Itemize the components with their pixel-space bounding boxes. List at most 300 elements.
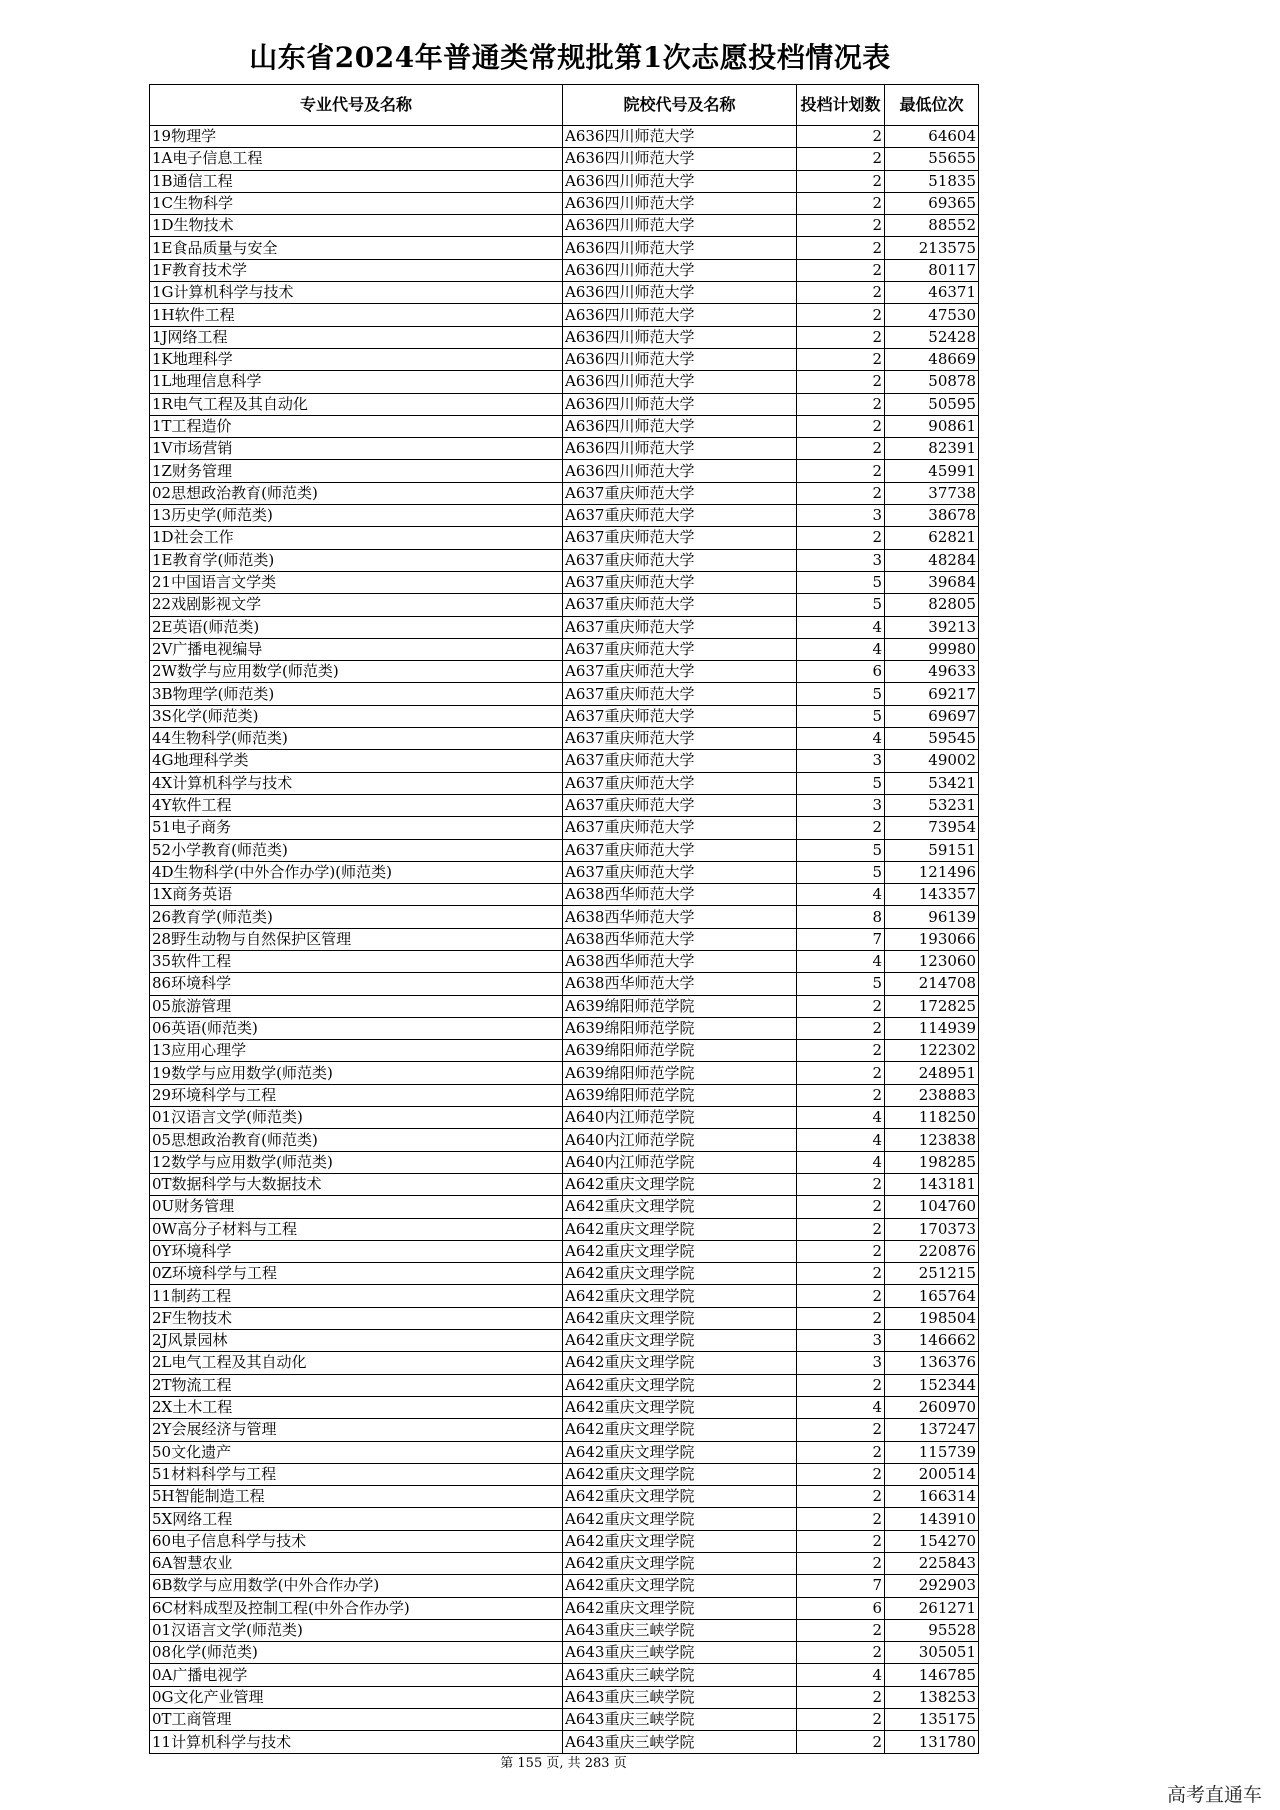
cell-school: A637重庆师范大学 [563, 638, 797, 660]
cell-plan: 2 [797, 1084, 885, 1106]
cell-major: 5X网络工程 [150, 1508, 563, 1530]
cell-plan: 5 [797, 772, 885, 794]
cell-plan: 2 [797, 371, 885, 393]
cell-plan: 6 [797, 1597, 885, 1619]
cell-major: 1X商务英语 [150, 884, 563, 906]
table-row [150, 794, 979, 816]
cell-plan: 3 [797, 1330, 885, 1352]
cell-major: 1J网络工程 [150, 326, 563, 348]
cell-plan: 2 [797, 1508, 885, 1530]
cell-major: 2V广播电视编导 [150, 638, 563, 660]
cell-min-rank: 292903 [885, 1575, 979, 1597]
cell-school: A637重庆师范大学 [563, 527, 797, 549]
table-row [150, 661, 979, 683]
cell-major: 1C生物科学 [150, 192, 563, 214]
cell-plan: 2 [797, 1731, 885, 1753]
cell-plan: 4 [797, 1664, 885, 1686]
cell-min-rank: 260970 [885, 1396, 979, 1418]
table-row [150, 1597, 979, 1619]
table-row [150, 1642, 979, 1664]
cell-min-rank: 45991 [885, 460, 979, 482]
cell-plan: 2 [797, 1173, 885, 1195]
cell-school: A637重庆师范大学 [563, 794, 797, 816]
cell-plan: 7 [797, 928, 885, 950]
cell-min-rank: 137247 [885, 1419, 979, 1441]
cell-school: A636四川师范大学 [563, 215, 797, 237]
cell-major: 35软件工程 [150, 950, 563, 972]
cell-plan: 2 [797, 1709, 885, 1731]
cell-min-rank: 152344 [885, 1374, 979, 1396]
cell-major: 13应用心理学 [150, 1040, 563, 1062]
table-header-row [150, 85, 979, 126]
table-row [150, 772, 979, 794]
cell-major: 02思想政治教育(师范类) [150, 482, 563, 504]
cell-plan: 2 [797, 1463, 885, 1485]
cell-school: A643重庆三峡学院 [563, 1619, 797, 1641]
cell-min-rank: 73954 [885, 817, 979, 839]
cell-min-rank: 96139 [885, 906, 979, 928]
cell-school: A638西华师范大学 [563, 973, 797, 995]
table-row [150, 148, 979, 170]
cell-major: 2X土木工程 [150, 1396, 563, 1418]
table-row [150, 215, 979, 237]
cell-plan: 2 [797, 1017, 885, 1039]
cell-plan: 2 [797, 527, 885, 549]
cell-plan: 2 [797, 1553, 885, 1575]
cell-plan: 4 [797, 950, 885, 972]
cell-min-rank: 138253 [885, 1686, 979, 1708]
cell-min-rank: 80117 [885, 259, 979, 281]
cell-major: 3B物理学(师范类) [150, 683, 563, 705]
cell-plan: 4 [797, 1151, 885, 1173]
cell-school: A639绵阳师范学院 [563, 1062, 797, 1084]
cell-min-rank: 104760 [885, 1196, 979, 1218]
table-row [150, 1151, 979, 1173]
cell-plan: 2 [797, 304, 885, 326]
cell-min-rank: 82391 [885, 438, 979, 460]
cell-min-rank: 305051 [885, 1642, 979, 1664]
cell-plan: 6 [797, 661, 885, 683]
cell-min-rank: 123060 [885, 950, 979, 972]
cell-school: A639绵阳师范学院 [563, 1040, 797, 1062]
table-row [150, 482, 979, 504]
cell-school: A642重庆文理学院 [563, 1597, 797, 1619]
table-row [150, 750, 979, 772]
cell-major: 6C材料成型及控制工程(中外合作办学) [150, 1597, 563, 1619]
table-row [150, 950, 979, 972]
cell-plan: 4 [797, 1107, 885, 1129]
cell-major: 0T数据科学与大数据技术 [150, 1173, 563, 1195]
cell-min-rank: 47530 [885, 304, 979, 326]
cell-plan: 5 [797, 571, 885, 593]
cell-major: 1E教育学(师范类) [150, 549, 563, 571]
cell-min-rank: 146785 [885, 1664, 979, 1686]
cell-major: 51电子商务 [150, 817, 563, 839]
cell-school: A643重庆三峡学院 [563, 1664, 797, 1686]
cell-plan: 2 [797, 1642, 885, 1664]
cell-major: 1R电气工程及其自动化 [150, 393, 563, 415]
cell-plan: 2 [797, 126, 885, 148]
table-row [150, 1686, 979, 1708]
cell-min-rank: 261271 [885, 1597, 979, 1619]
cell-school: A637重庆师范大学 [563, 661, 797, 683]
table-row [150, 1575, 979, 1597]
cell-school: A642重庆文理学院 [563, 1330, 797, 1352]
table-row [150, 1396, 979, 1418]
table-row [150, 928, 979, 950]
cell-major: 1D生物技术 [150, 215, 563, 237]
cell-major: 60电子信息科学与技术 [150, 1530, 563, 1552]
cell-major: 1D社会工作 [150, 527, 563, 549]
cell-min-rank: 88552 [885, 215, 979, 237]
cell-major: 6B数学与应用数学(中外合作办学) [150, 1575, 563, 1597]
cell-min-rank: 46371 [885, 282, 979, 304]
table-body [150, 126, 979, 1754]
cell-major: 2T物流工程 [150, 1374, 563, 1396]
cell-school: A636四川师范大学 [563, 126, 797, 148]
cell-school: A637重庆师范大学 [563, 683, 797, 705]
table-row [150, 438, 979, 460]
table-row [150, 237, 979, 259]
table-row [150, 594, 979, 616]
cell-plan: 3 [797, 794, 885, 816]
cell-min-rank: 238883 [885, 1084, 979, 1106]
cell-plan: 4 [797, 728, 885, 750]
cell-school: A636四川师范大学 [563, 371, 797, 393]
cell-min-rank: 225843 [885, 1553, 979, 1575]
cell-major: 0A广播电视学 [150, 1664, 563, 1686]
cell-major: 01汉语言文学(师范类) [150, 1619, 563, 1641]
cell-major: 6A智慧农业 [150, 1553, 563, 1575]
cell-min-rank: 135175 [885, 1709, 979, 1731]
cell-plan: 5 [797, 705, 885, 727]
cell-plan: 2 [797, 1263, 885, 1285]
cell-plan: 3 [797, 549, 885, 571]
cell-school: A640内江师范学院 [563, 1107, 797, 1129]
table-row [150, 1062, 979, 1084]
cell-major: 26教育学(师范类) [150, 906, 563, 928]
cell-plan: 2 [797, 393, 885, 415]
cell-major: 86环境科学 [150, 973, 563, 995]
cell-school: A642重庆文理学院 [563, 1218, 797, 1240]
cell-school: A636四川师范大学 [563, 438, 797, 460]
cell-min-rank: 37738 [885, 482, 979, 504]
cell-min-rank: 82805 [885, 594, 979, 616]
cell-plan: 2 [797, 1040, 885, 1062]
cell-major: 0W高分子材料与工程 [150, 1218, 563, 1240]
cell-school: A637重庆师范大学 [563, 616, 797, 638]
cell-school: A636四川师范大学 [563, 393, 797, 415]
cell-plan: 3 [797, 1352, 885, 1374]
cell-major: 06英语(师范类) [150, 1017, 563, 1039]
cell-major: 1A电子信息工程 [150, 148, 563, 170]
cell-school: A637重庆师范大学 [563, 839, 797, 861]
cell-school: A642重庆文理学院 [563, 1441, 797, 1463]
cell-major: 1Z财务管理 [150, 460, 563, 482]
cell-major: 0Y环境科学 [150, 1240, 563, 1262]
cell-min-rank: 214708 [885, 973, 979, 995]
table-row [150, 1218, 979, 1240]
cell-school: A643重庆三峡学院 [563, 1731, 797, 1753]
cell-major: 0Z环境科学与工程 [150, 1263, 563, 1285]
cell-school: A636四川师范大学 [563, 415, 797, 437]
cell-major: 4D生物科学(中外合作办学)(师范类) [150, 861, 563, 883]
table-row [150, 1173, 979, 1195]
cell-plan: 2 [797, 237, 885, 259]
cell-min-rank: 115739 [885, 1441, 979, 1463]
header-school: 院校代号及名称 [563, 85, 797, 126]
cell-major: 1L地理信息科学 [150, 371, 563, 393]
cell-plan: 2 [797, 438, 885, 460]
cell-school: A642重庆文理学院 [563, 1196, 797, 1218]
cell-min-rank: 114939 [885, 1017, 979, 1039]
cell-min-rank: 59151 [885, 839, 979, 861]
table-row [150, 348, 979, 370]
cell-major: 29环境科学与工程 [150, 1084, 563, 1106]
header-plan: 投档计划数 [797, 85, 885, 126]
cell-min-rank: 51835 [885, 170, 979, 192]
cell-min-rank: 165764 [885, 1285, 979, 1307]
table-row [150, 616, 979, 638]
cell-plan: 2 [797, 460, 885, 482]
cell-major: 4G地理科学类 [150, 750, 563, 772]
cell-min-rank: 50878 [885, 371, 979, 393]
table-row [150, 728, 979, 750]
cell-min-rank: 220876 [885, 1240, 979, 1262]
cell-plan: 3 [797, 505, 885, 527]
cell-school: A638西华师范大学 [563, 928, 797, 950]
cell-plan: 2 [797, 1619, 885, 1641]
cell-plan: 2 [797, 1240, 885, 1262]
cell-min-rank: 64604 [885, 126, 979, 148]
table-row [150, 1553, 979, 1575]
cell-plan: 2 [797, 995, 885, 1017]
cell-major: 1T工程造价 [150, 415, 563, 437]
table-row [150, 1196, 979, 1218]
table-row [150, 1263, 979, 1285]
table-row [150, 282, 979, 304]
cell-min-rank: 143910 [885, 1508, 979, 1530]
cell-school: A636四川师范大学 [563, 170, 797, 192]
cell-min-rank: 251215 [885, 1263, 979, 1285]
cell-plan: 2 [797, 1441, 885, 1463]
cell-school: A637重庆师范大学 [563, 482, 797, 504]
cell-school: A636四川师范大学 [563, 237, 797, 259]
cell-major: 3S化学(师范类) [150, 705, 563, 727]
admission-table [149, 84, 979, 1754]
cell-min-rank: 55655 [885, 148, 979, 170]
cell-min-rank: 38678 [885, 505, 979, 527]
cell-plan: 4 [797, 884, 885, 906]
cell-major: 0G文化产业管理 [150, 1686, 563, 1708]
cell-school: A637重庆师范大学 [563, 571, 797, 593]
table-row [150, 638, 979, 660]
cell-school: A637重庆师范大学 [563, 549, 797, 571]
cell-school: A637重庆师范大学 [563, 772, 797, 794]
cell-school: A639绵阳师范学院 [563, 1084, 797, 1106]
cell-plan: 2 [797, 1486, 885, 1508]
header-min-rank: 最低位次 [885, 85, 979, 126]
cell-major: 13历史学(师范类) [150, 505, 563, 527]
table-row [150, 1419, 979, 1441]
cell-plan: 3 [797, 750, 885, 772]
cell-min-rank: 154270 [885, 1530, 979, 1552]
cell-min-rank: 52428 [885, 326, 979, 348]
cell-major: 1V市场营销 [150, 438, 563, 460]
cell-min-rank: 122302 [885, 1040, 979, 1062]
cell-plan: 2 [797, 326, 885, 348]
table-row [150, 1619, 979, 1641]
cell-plan: 2 [797, 1419, 885, 1441]
cell-min-rank: 62821 [885, 527, 979, 549]
cell-min-rank: 49633 [885, 661, 979, 683]
cell-major: 4X计算机科学与技术 [150, 772, 563, 794]
table-row [150, 549, 979, 571]
cell-plan: 5 [797, 683, 885, 705]
cell-school: A636四川师范大学 [563, 460, 797, 482]
cell-min-rank: 53421 [885, 772, 979, 794]
cell-min-rank: 39213 [885, 616, 979, 638]
cell-plan: 2 [797, 1530, 885, 1552]
cell-school: A636四川师范大学 [563, 348, 797, 370]
cell-major: 11计算机科学与技术 [150, 1731, 563, 1753]
table-row [150, 192, 979, 214]
table-row [150, 1441, 979, 1463]
cell-school: A643重庆三峡学院 [563, 1686, 797, 1708]
cell-school: A642重庆文理学院 [563, 1530, 797, 1552]
cell-major: 0U财务管理 [150, 1196, 563, 1218]
cell-major: 1F教育技术学 [150, 259, 563, 281]
table-row [150, 1463, 979, 1485]
cell-major: 1G计算机科学与技术 [150, 282, 563, 304]
cell-major: 44生物科学(师范类) [150, 728, 563, 750]
cell-major: 05思想政治教育(师范类) [150, 1129, 563, 1151]
cell-major: 1B通信工程 [150, 170, 563, 192]
table-row [150, 1352, 979, 1374]
cell-plan: 5 [797, 594, 885, 616]
cell-min-rank: 50595 [885, 393, 979, 415]
table-row [150, 705, 979, 727]
cell-min-rank: 193066 [885, 928, 979, 950]
cell-plan: 5 [797, 861, 885, 883]
cell-school: A636四川师范大学 [563, 326, 797, 348]
cell-plan: 2 [797, 415, 885, 437]
cell-school: A642重庆文理学院 [563, 1396, 797, 1418]
cell-plan: 2 [797, 215, 885, 237]
cell-school: A642重庆文理学院 [563, 1463, 797, 1485]
cell-major: 51材料科学与工程 [150, 1463, 563, 1485]
cell-plan: 2 [797, 348, 885, 370]
cell-plan: 2 [797, 1218, 885, 1240]
cell-major: 28野生动物与自然保护区管理 [150, 928, 563, 950]
cell-major: 2W数学与应用数学(师范类) [150, 661, 563, 683]
cell-plan: 2 [797, 1196, 885, 1218]
cell-school: A639绵阳师范学院 [563, 1017, 797, 1039]
cell-major: 19物理学 [150, 126, 563, 148]
cell-plan: 2 [797, 282, 885, 304]
table-row [150, 1307, 979, 1329]
cell-min-rank: 198504 [885, 1307, 979, 1329]
table-row [150, 1731, 979, 1753]
table-row [150, 527, 979, 549]
cell-major: 01汉语言文学(师范类) [150, 1107, 563, 1129]
cell-major: 22戏剧影视文学 [150, 594, 563, 616]
cell-min-rank: 172825 [885, 995, 979, 1017]
cell-school: A637重庆师范大学 [563, 817, 797, 839]
cell-major: 11制药工程 [150, 1285, 563, 1307]
cell-school: A642重庆文理学院 [563, 1575, 797, 1597]
cell-min-rank: 143357 [885, 884, 979, 906]
cell-major: 21中国语言文学类 [150, 571, 563, 593]
cell-school: A643重庆三峡学院 [563, 1642, 797, 1664]
cell-major: 2E英语(师范类) [150, 616, 563, 638]
cell-min-rank: 131780 [885, 1731, 979, 1753]
cell-school: A642重庆文理学院 [563, 1486, 797, 1508]
cell-min-rank: 69365 [885, 192, 979, 214]
cell-school: A638西华师范大学 [563, 884, 797, 906]
cell-school: A642重庆文理学院 [563, 1352, 797, 1374]
cell-major: 52小学教育(师范类) [150, 839, 563, 861]
cell-school: A638西华师范大学 [563, 906, 797, 928]
cell-min-rank: 166314 [885, 1486, 979, 1508]
table-row [150, 973, 979, 995]
table-row [150, 1017, 979, 1039]
cell-school: A643重庆三峡学院 [563, 1709, 797, 1731]
table-row [150, 170, 979, 192]
cell-school: A642重庆文理学院 [563, 1508, 797, 1530]
cell-school: A637重庆师范大学 [563, 750, 797, 772]
cell-plan: 2 [797, 1686, 885, 1708]
cell-min-rank: 170373 [885, 1218, 979, 1240]
cell-school: A640内江师范学院 [563, 1151, 797, 1173]
table-row [150, 1107, 979, 1129]
cell-plan: 7 [797, 1575, 885, 1597]
brand-watermark: 高考直通车 [1166, 1784, 1262, 1806]
table-row [150, 393, 979, 415]
cell-plan: 2 [797, 1285, 885, 1307]
cell-school: A642重庆文理学院 [563, 1553, 797, 1575]
cell-major: 2L电气工程及其自动化 [150, 1352, 563, 1374]
cell-school: A640内江师范学院 [563, 1129, 797, 1151]
table-row [150, 326, 979, 348]
cell-major: 1K地理科学 [150, 348, 563, 370]
cell-school: A637重庆师范大学 [563, 705, 797, 727]
cell-major: 19数学与应用数学(师范类) [150, 1062, 563, 1084]
table-row [150, 371, 979, 393]
cell-major: 1E食品质量与安全 [150, 237, 563, 259]
table-row [150, 304, 979, 326]
cell-school: A637重庆师范大学 [563, 505, 797, 527]
cell-school: A636四川师范大学 [563, 282, 797, 304]
cell-major: 2Y会展经济与管理 [150, 1419, 563, 1441]
cell-school: A642重庆文理学院 [563, 1419, 797, 1441]
page-title: 山东省2024年普通类常规批第1次志愿投档情况表 [249, 41, 891, 74]
table-row [150, 1129, 979, 1151]
table-row [150, 1709, 979, 1731]
table-row [150, 861, 979, 883]
cell-plan: 2 [797, 1307, 885, 1329]
cell-plan: 2 [797, 1374, 885, 1396]
cell-min-rank: 49002 [885, 750, 979, 772]
cell-school: A639绵阳师范学院 [563, 995, 797, 1017]
cell-major: 50文化遗产 [150, 1441, 563, 1463]
cell-major: 5H智能制造工程 [150, 1486, 563, 1508]
cell-school: A642重庆文理学院 [563, 1307, 797, 1329]
cell-school: A642重庆文理学院 [563, 1240, 797, 1262]
cell-school: A637重庆师范大学 [563, 594, 797, 616]
table-row [150, 126, 979, 148]
table-row [150, 1330, 979, 1352]
